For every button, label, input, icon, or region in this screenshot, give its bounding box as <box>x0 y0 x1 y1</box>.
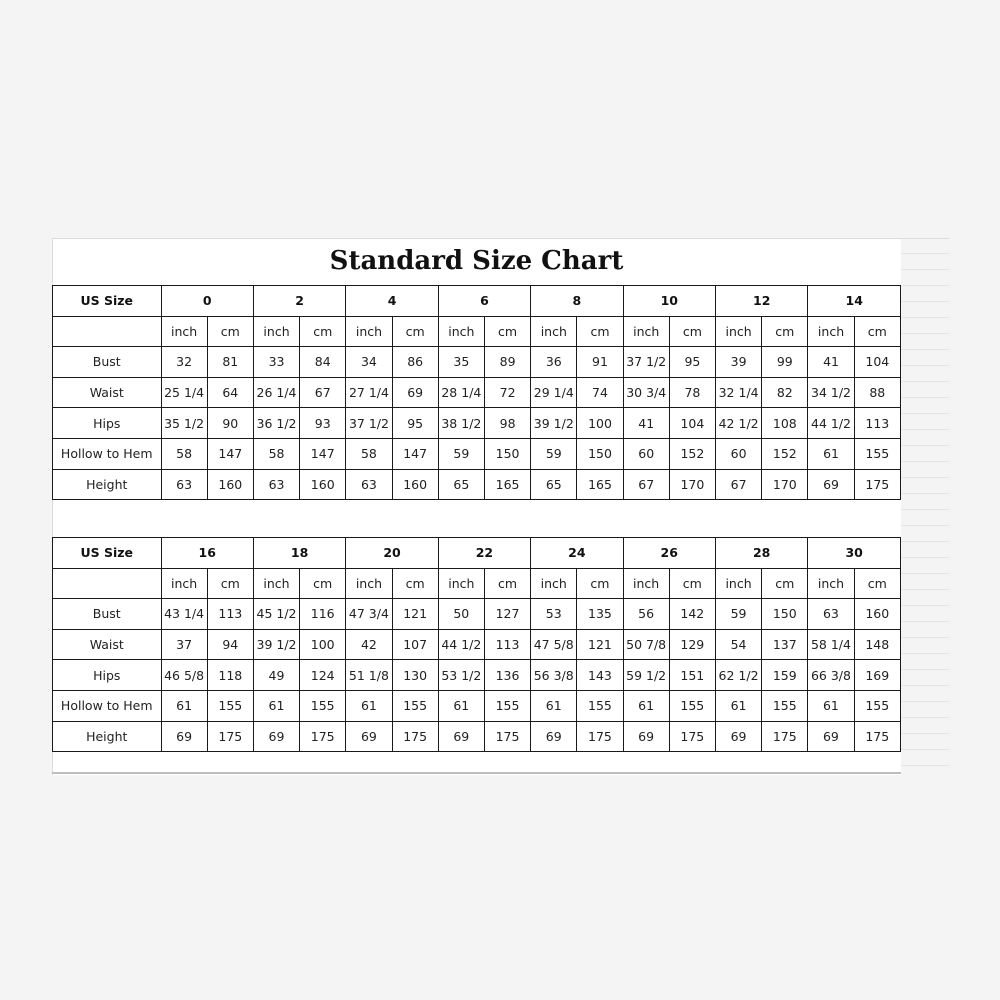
value-cell: 147 <box>392 438 438 469</box>
unit-label-inch: inch <box>623 316 669 347</box>
value-cell: 152 <box>669 438 715 469</box>
value-cell: 175 <box>762 721 808 752</box>
unit-row <box>53 316 901 347</box>
table-row <box>53 347 901 378</box>
value-cell: 36 1/2 <box>253 408 299 439</box>
value-cell: 41 <box>808 347 854 378</box>
value-cell: 159 <box>762 660 808 691</box>
value-cell: 121 <box>577 629 623 660</box>
unit-label-cm: cm <box>854 568 900 599</box>
size-header: 0 <box>161 286 253 317</box>
value-cell: 104 <box>669 408 715 439</box>
unit-label-cm: cm <box>207 316 253 347</box>
size-header: 16 <box>161 538 253 569</box>
value-cell: 155 <box>669 690 715 721</box>
value-cell: 58 <box>346 438 392 469</box>
value-cell: 61 <box>623 690 669 721</box>
value-cell: 69 <box>438 721 484 752</box>
value-cell: 169 <box>854 660 900 691</box>
value-cell: 113 <box>484 629 530 660</box>
value-cell: 113 <box>207 599 253 630</box>
value-cell: 61 <box>531 690 577 721</box>
unit-label-cm: cm <box>669 316 715 347</box>
value-cell: 61 <box>808 690 854 721</box>
unit-label-cm: cm <box>392 316 438 347</box>
row-label: Hollow to Hem <box>53 690 162 721</box>
table-row <box>53 721 901 752</box>
value-cell: 34 1/2 <box>808 377 854 408</box>
value-cell: 63 <box>346 469 392 500</box>
value-cell: 63 <box>808 599 854 630</box>
value-cell: 39 <box>716 347 762 378</box>
value-cell: 61 <box>715 690 761 721</box>
unit-row-blank <box>53 316 162 347</box>
value-cell: 61 <box>346 690 392 721</box>
value-cell: 150 <box>484 438 530 469</box>
row-label: Waist <box>53 629 162 660</box>
row-label: Height <box>53 469 162 500</box>
value-cell: 82 <box>762 377 808 408</box>
table-row <box>53 377 901 408</box>
value-cell: 113 <box>854 408 900 439</box>
value-cell: 129 <box>669 629 715 660</box>
value-cell: 88 <box>854 377 900 408</box>
unit-label-inch: inch <box>161 316 207 347</box>
size-header: 2 <box>253 286 345 317</box>
unit-label-inch: inch <box>253 568 299 599</box>
value-cell: 50 7/8 <box>623 629 669 660</box>
value-cell: 60 <box>716 438 762 469</box>
value-cell: 61 <box>253 690 299 721</box>
value-cell: 150 <box>577 438 623 469</box>
unit-label-cm: cm <box>484 316 530 347</box>
value-cell: 100 <box>577 408 623 439</box>
value-cell: 89 <box>484 347 530 378</box>
unit-label-cm: cm <box>484 568 530 599</box>
value-cell: 155 <box>577 690 623 721</box>
value-cell: 53 <box>531 599 577 630</box>
size-header: 12 <box>716 286 808 317</box>
unit-label-inch: inch <box>438 568 484 599</box>
value-cell: 59 <box>531 438 577 469</box>
table-row <box>53 660 901 691</box>
value-cell: 69 <box>161 721 207 752</box>
value-cell: 151 <box>669 660 715 691</box>
value-cell: 67 <box>300 377 346 408</box>
value-cell: 34 <box>346 347 392 378</box>
value-cell: 69 <box>715 721 761 752</box>
value-cell: 69 <box>531 721 577 752</box>
value-cell: 94 <box>207 629 253 660</box>
value-cell: 86 <box>392 347 438 378</box>
value-cell: 36 <box>531 347 577 378</box>
unit-label-cm: cm <box>669 568 715 599</box>
value-cell: 37 1/2 <box>623 347 669 378</box>
value-cell: 127 <box>484 599 530 630</box>
value-cell: 175 <box>577 721 623 752</box>
value-cell: 175 <box>300 721 346 752</box>
unit-label-cm: cm <box>762 316 808 347</box>
value-cell: 44 1/2 <box>808 408 854 439</box>
value-cell: 64 <box>207 377 253 408</box>
value-cell: 25 1/4 <box>161 377 207 408</box>
size-header: 8 <box>531 286 623 317</box>
value-cell: 50 <box>438 599 484 630</box>
unit-label-inch: inch <box>531 316 577 347</box>
value-cell: 155 <box>854 438 900 469</box>
value-cell: 175 <box>854 721 900 752</box>
table-row <box>53 599 901 630</box>
value-cell: 147 <box>300 438 346 469</box>
value-cell: 26 1/4 <box>253 377 299 408</box>
value-cell: 63 <box>161 469 207 500</box>
unit-label-inch: inch <box>715 568 761 599</box>
value-cell: 30 3/4 <box>623 377 669 408</box>
value-cell: 47 5/8 <box>531 629 577 660</box>
size-table-plus <box>52 537 901 752</box>
value-cell: 51 1/8 <box>346 660 392 691</box>
value-cell: 65 <box>531 469 577 500</box>
value-cell: 72 <box>484 377 530 408</box>
unit-row <box>53 568 901 599</box>
value-cell: 41 <box>623 408 669 439</box>
value-cell: 58 <box>161 438 207 469</box>
value-cell: 38 1/2 <box>438 408 484 439</box>
value-cell: 53 1/2 <box>438 660 484 691</box>
size-header-row <box>53 286 901 317</box>
size-header: 6 <box>438 286 530 317</box>
value-cell: 69 <box>623 721 669 752</box>
value-cell: 67 <box>623 469 669 500</box>
value-cell: 124 <box>300 660 346 691</box>
unit-label-cm: cm <box>300 568 346 599</box>
size-table-small <box>52 285 901 500</box>
row-label: Hips <box>53 408 162 439</box>
value-cell: 58 <box>253 438 299 469</box>
value-cell: 78 <box>669 377 715 408</box>
unit-label-cm: cm <box>854 316 900 347</box>
value-cell: 69 <box>346 721 392 752</box>
value-cell: 37 1/2 <box>346 408 392 439</box>
row-label: Hollow to Hem <box>53 438 162 469</box>
unit-label-inch: inch <box>161 568 207 599</box>
value-cell: 58 1/4 <box>808 629 854 660</box>
value-cell: 59 <box>715 599 761 630</box>
value-cell: 44 1/2 <box>438 629 484 660</box>
value-cell: 32 1/4 <box>716 377 762 408</box>
value-cell: 175 <box>392 721 438 752</box>
value-cell: 42 <box>346 629 392 660</box>
value-cell: 175 <box>207 721 253 752</box>
row-label: Bust <box>53 347 162 378</box>
unit-label-inch: inch <box>531 568 577 599</box>
value-cell: 160 <box>207 469 253 500</box>
value-cell: 99 <box>762 347 808 378</box>
value-cell: 56 3/8 <box>531 660 577 691</box>
value-cell: 61 <box>438 690 484 721</box>
value-cell: 98 <box>484 408 530 439</box>
value-cell: 155 <box>484 690 530 721</box>
unit-label-cm: cm <box>300 316 346 347</box>
value-cell: 28 1/4 <box>438 377 484 408</box>
value-cell: 67 <box>716 469 762 500</box>
value-cell: 160 <box>300 469 346 500</box>
value-cell: 108 <box>762 408 808 439</box>
row-label: Bust <box>53 599 162 630</box>
value-cell: 137 <box>762 629 808 660</box>
size-header: 14 <box>808 286 901 317</box>
value-cell: 27 1/4 <box>346 377 392 408</box>
size-header: 28 <box>715 538 807 569</box>
value-cell: 60 <box>623 438 669 469</box>
sheet-bottom-border <box>52 772 901 774</box>
unit-label-inch: inch <box>623 568 669 599</box>
value-cell: 155 <box>762 690 808 721</box>
sheet-top-border <box>52 238 949 239</box>
unit-label-cm: cm <box>577 568 623 599</box>
unit-label-cm: cm <box>392 568 438 599</box>
table-row <box>53 629 901 660</box>
value-cell: 142 <box>669 599 715 630</box>
value-cell: 43 1/4 <box>161 599 207 630</box>
value-cell: 130 <box>392 660 438 691</box>
value-cell: 74 <box>577 377 623 408</box>
unit-label-inch: inch <box>716 316 762 347</box>
value-cell: 69 <box>392 377 438 408</box>
spreadsheet-gridlines <box>901 238 949 775</box>
value-cell: 81 <box>207 347 253 378</box>
unit-label-inch: inch <box>253 316 299 347</box>
value-cell: 59 1/2 <box>623 660 669 691</box>
value-cell: 155 <box>300 690 346 721</box>
value-cell: 107 <box>392 629 438 660</box>
size-header: 18 <box>253 538 345 569</box>
value-cell: 160 <box>854 599 900 630</box>
value-cell: 39 1/2 <box>253 629 299 660</box>
value-cell: 175 <box>854 469 900 500</box>
value-cell: 69 <box>253 721 299 752</box>
chart-title: Standard Size Chart <box>329 246 624 276</box>
value-cell: 175 <box>484 721 530 752</box>
value-cell: 143 <box>577 660 623 691</box>
value-cell: 32 <box>161 347 207 378</box>
unit-label-cm: cm <box>207 568 253 599</box>
value-cell: 93 <box>300 408 346 439</box>
value-cell: 65 <box>438 469 484 500</box>
unit-label-inch: inch <box>346 316 392 347</box>
corner-label: US Size <box>53 538 162 569</box>
value-cell: 37 <box>161 629 207 660</box>
value-cell: 104 <box>854 347 900 378</box>
value-cell: 116 <box>300 599 346 630</box>
value-cell: 59 <box>438 438 484 469</box>
value-cell: 63 <box>253 469 299 500</box>
unit-label-inch: inch <box>438 316 484 347</box>
table-row <box>53 408 901 439</box>
value-cell: 62 1/2 <box>715 660 761 691</box>
table-row <box>53 469 901 500</box>
value-cell: 148 <box>854 629 900 660</box>
value-cell: 147 <box>207 438 253 469</box>
value-cell: 95 <box>669 347 715 378</box>
value-cell: 165 <box>577 469 623 500</box>
value-cell: 91 <box>577 347 623 378</box>
size-header-row <box>53 538 901 569</box>
value-cell: 160 <box>392 469 438 500</box>
size-header: 26 <box>623 538 715 569</box>
size-header: 22 <box>438 538 530 569</box>
value-cell: 121 <box>392 599 438 630</box>
value-cell: 49 <box>253 660 299 691</box>
table-row <box>53 690 901 721</box>
value-cell: 35 <box>438 347 484 378</box>
size-header: 30 <box>808 538 901 569</box>
value-cell: 152 <box>762 438 808 469</box>
value-cell: 61 <box>161 690 207 721</box>
value-cell: 135 <box>577 599 623 630</box>
size-header: 24 <box>531 538 623 569</box>
value-cell: 47 3/4 <box>346 599 392 630</box>
value-cell: 33 <box>253 347 299 378</box>
size-header: 4 <box>346 286 438 317</box>
value-cell: 155 <box>207 690 253 721</box>
value-cell: 69 <box>808 721 854 752</box>
value-cell: 155 <box>854 690 900 721</box>
value-cell: 39 1/2 <box>531 408 577 439</box>
unit-row-blank <box>53 568 162 599</box>
value-cell: 35 1/2 <box>161 408 207 439</box>
value-cell: 95 <box>392 408 438 439</box>
corner-label: US Size <box>53 286 162 317</box>
value-cell: 29 1/4 <box>531 377 577 408</box>
value-cell: 150 <box>762 599 808 630</box>
value-cell: 170 <box>669 469 715 500</box>
unit-label-inch: inch <box>808 316 854 347</box>
value-cell: 165 <box>484 469 530 500</box>
value-cell: 84 <box>300 347 346 378</box>
value-cell: 136 <box>484 660 530 691</box>
row-label: Hips <box>53 660 162 691</box>
unit-label-inch: inch <box>808 568 854 599</box>
unit-label-inch: inch <box>346 568 392 599</box>
value-cell: 56 <box>623 599 669 630</box>
value-cell: 100 <box>300 629 346 660</box>
value-cell: 42 1/2 <box>716 408 762 439</box>
row-label: Waist <box>53 377 162 408</box>
value-cell: 69 <box>808 469 854 500</box>
row-label: Height <box>53 721 162 752</box>
unit-label-cm: cm <box>762 568 808 599</box>
value-cell: 66 3/8 <box>808 660 854 691</box>
unit-label-cm: cm <box>577 316 623 347</box>
size-header: 20 <box>346 538 438 569</box>
size-header: 10 <box>623 286 715 317</box>
table-row <box>53 438 901 469</box>
value-cell: 61 <box>808 438 854 469</box>
value-cell: 45 1/2 <box>253 599 299 630</box>
value-cell: 54 <box>715 629 761 660</box>
value-cell: 90 <box>207 408 253 439</box>
value-cell: 118 <box>207 660 253 691</box>
value-cell: 175 <box>669 721 715 752</box>
value-cell: 155 <box>392 690 438 721</box>
value-cell: 170 <box>762 469 808 500</box>
value-cell: 46 5/8 <box>161 660 207 691</box>
